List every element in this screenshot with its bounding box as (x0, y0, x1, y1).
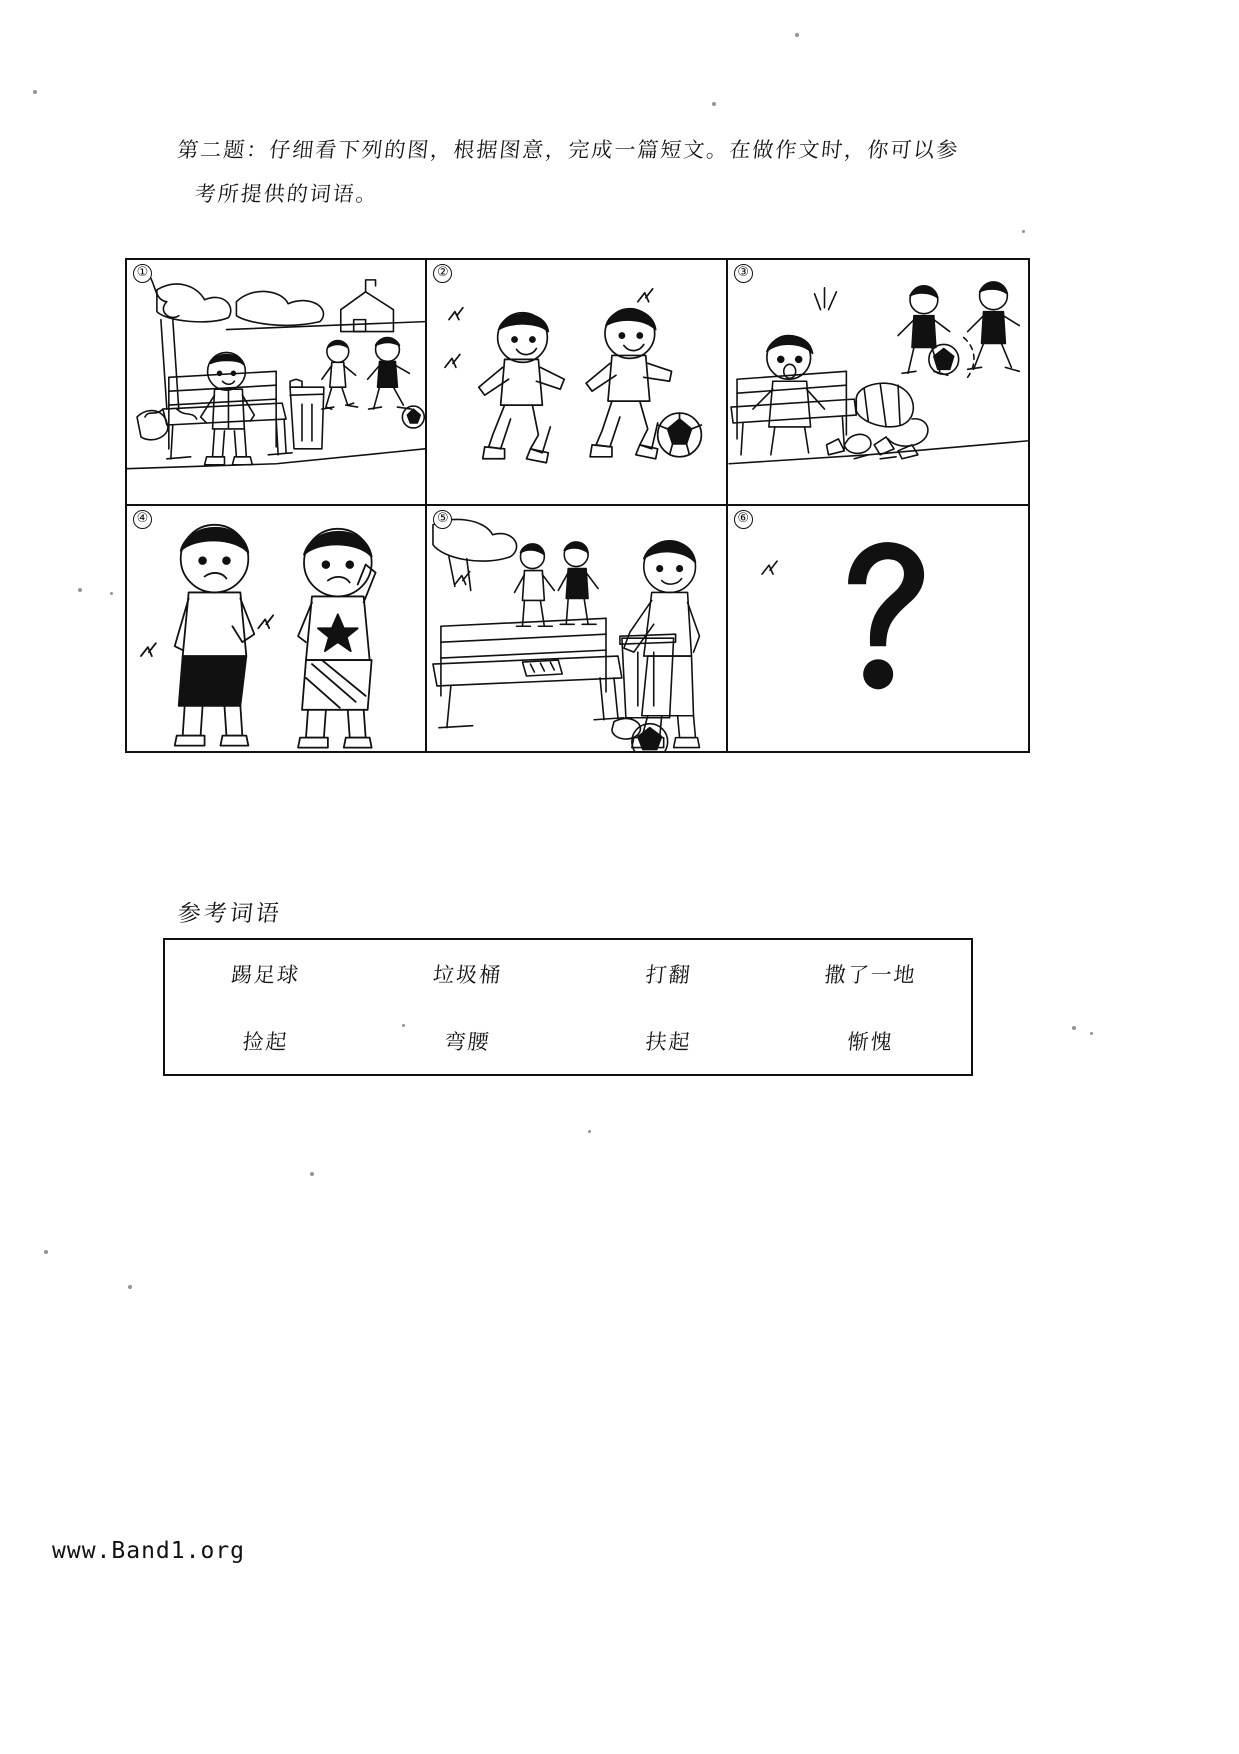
scan-speck (78, 588, 82, 592)
vocabulary-word: 捡起 (241, 1029, 290, 1054)
scan-speck (588, 1130, 591, 1133)
comic-panel-2 (427, 260, 727, 506)
vocabulary-word: 垃圾桶 (431, 962, 503, 987)
vocabulary-word: 打翻 (644, 962, 693, 987)
vocabulary-row (165, 940, 971, 1007)
footer-url: www.Band1.org (52, 1538, 246, 1564)
panel-number: ② (433, 264, 452, 283)
panel-number: ⑤ (433, 510, 452, 529)
scan-speck (33, 90, 37, 94)
question-mark-glyph (848, 542, 924, 689)
vocabulary-box (163, 938, 973, 1076)
instruction-text (170, 128, 1109, 216)
vocabulary-word: 弯腰 (442, 1029, 492, 1054)
comic-strip (125, 258, 1030, 753)
scan-speck (110, 592, 113, 595)
scan-speck (795, 33, 799, 37)
vocabulary-word: 惭愧 (845, 1029, 895, 1054)
comic-panel-4 (127, 506, 427, 752)
scan-speck (128, 1285, 132, 1289)
scan-speck (44, 1250, 48, 1254)
scan-speck (1022, 230, 1025, 233)
instruction-line-1: 第二题：仔细看下列的图，根据图意，完成一篇短文。在做作文时，你可以参 (176, 138, 961, 162)
vocabulary-word: 扶起 (644, 1029, 693, 1054)
comic-panel-3 (728, 260, 1028, 506)
vocabulary-row (165, 1007, 971, 1074)
panel-number: ④ (133, 510, 152, 529)
panel-number: ③ (734, 264, 753, 283)
comic-panel-6 (728, 506, 1028, 752)
panel-number: ⑥ (734, 510, 753, 529)
comic-panel-1 (127, 260, 427, 506)
comic-panel-5 (427, 506, 727, 752)
scan-speck (1090, 1032, 1093, 1035)
vocabulary-word: 撒了一地 (822, 962, 918, 987)
scan-speck (712, 102, 716, 106)
instruction-line-2: 考所提供的词语。 (193, 182, 380, 206)
scan-speck (310, 1172, 314, 1176)
panel-number: ① (133, 264, 152, 283)
vocabulary-word: 踢足球 (229, 962, 302, 987)
scan-speck (1072, 1026, 1076, 1030)
vocabulary-heading: 参考词语 (176, 901, 284, 927)
